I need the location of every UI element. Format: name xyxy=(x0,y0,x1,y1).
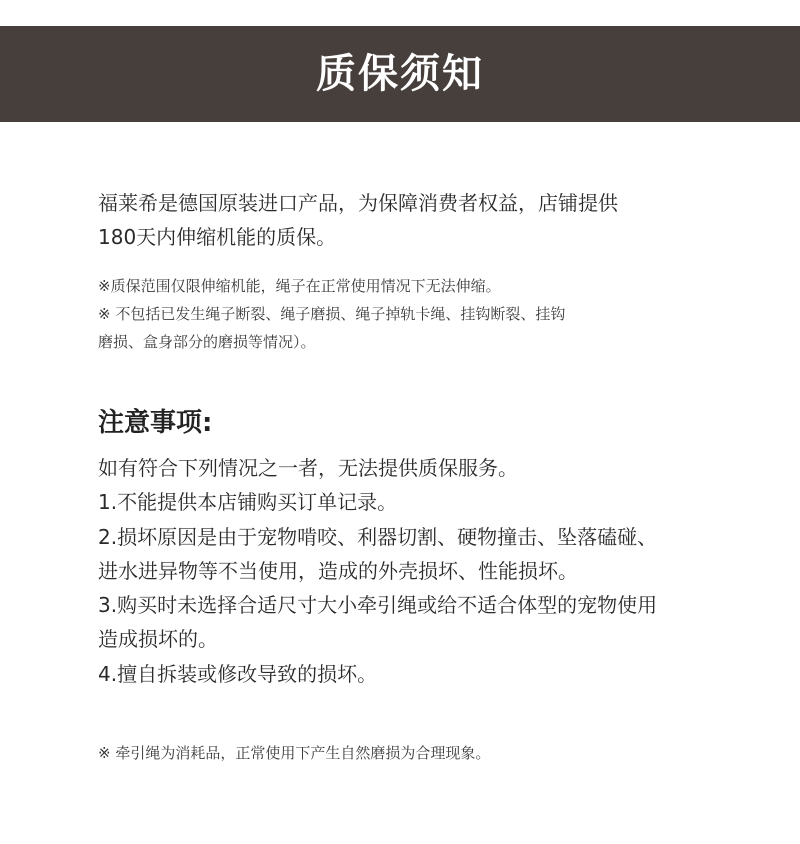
note-line: ※ 不包括已发生绳子断裂、绳子磨损、绳子掉轨卡绳、挂钩断裂、挂钩 xyxy=(98,305,566,323)
attention-heading: 注意事项: xyxy=(98,408,213,438)
intro-line: 福莱希是德国原装进口产品，为保障消费者权益，店铺提供 xyxy=(98,191,618,215)
intro-line: 180天内伸缩机能的质保。 xyxy=(98,225,337,249)
rule-line: 造成损坏的。 xyxy=(98,627,218,652)
header-banner xyxy=(0,26,800,122)
rule-line: 2.损坏原因是由于宠物啃咬、利器切割、硬物撞击、坠落磕碰、 xyxy=(98,524,658,549)
rule-line: 进水进异物等不当使用，造成的外壳损坏、性能损坏。 xyxy=(98,558,578,583)
note-line: ※质保范围仅限伸缩机能，绳子在正常使用情况下无法伸缩。 xyxy=(98,277,501,295)
attention-rules xyxy=(98,451,738,691)
warranty-intro xyxy=(98,186,718,254)
rule-line: 如有符合下列情况之一者，无法提供质保服务。 xyxy=(98,456,518,480)
rule-line: 3.购买时未选择合适尺寸大小牵引绳或给不适合体型的宠物使用 xyxy=(98,593,658,618)
page-title: 质保须知 xyxy=(316,51,484,97)
rule-line: 1.不能提供本店铺购买订单记录。 xyxy=(98,490,398,515)
rule-line: 4.擅自拆装或修改导致的损坏。 xyxy=(98,661,378,686)
consumable-footnote: ※ 牵引绳为消耗品，正常使用下产生自然磨损为合理现象。 xyxy=(98,744,491,762)
note-line: 磨损、盒身部分的磨损等情况）。 xyxy=(98,333,316,351)
warranty-scope-notes xyxy=(98,272,718,356)
